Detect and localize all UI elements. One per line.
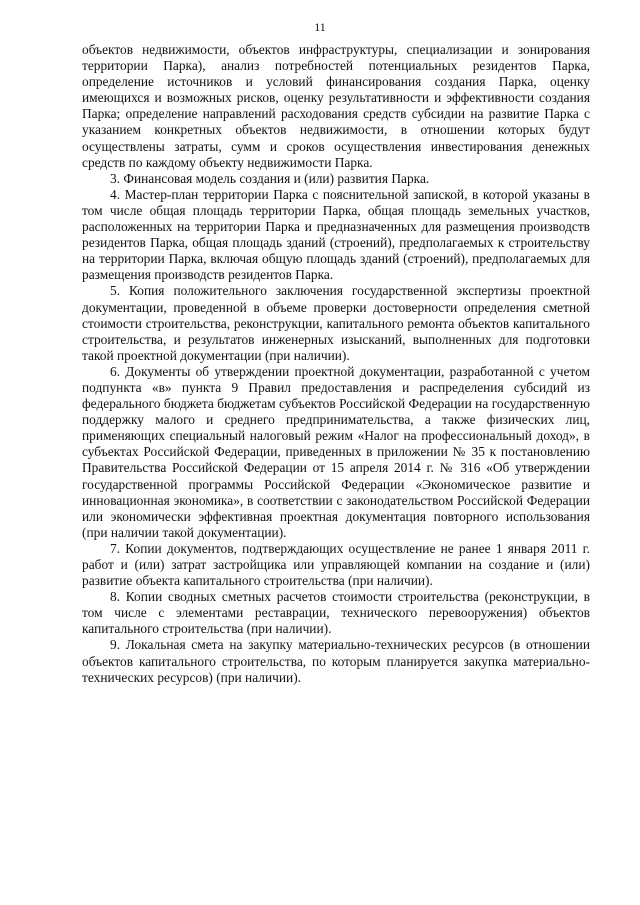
- paragraph-item-7: 7. Копии документов, подтверждающих осуществление не ранее 1 января 2011 г. работ и (или) затрат застройщика или управляющей компании на создание и (или) развитие объекта капитального строительства (при наличии).: [82, 540, 590, 589]
- paragraph-item-5: 5. Копия положительного заключения государственной экспертизы проектной документации, проведенной в объеме проверки достоверности определения сметной стоимости строительства, реконструкции, капитального ремонта объектов капитального строительства, и результатов инженерных изысканий, выполненных для подготовки такой проектной документации (при наличии).: [82, 283, 590, 363]
- paragraph-item-4: 4. Мастер-план территории Парка с пояснительной запиской, в которой указаны в том числе общая площадь территории Парка, общая площадь земельных участков, расположенных на территории Парка и предназначенных для размещения производств резидентов Парка, общая площадь зданий (строений), предполагаемых к строительству на территории Парка, включая общую площадь зданий (строений), предполагаемых для размещения производств резидентов Парка.: [82, 186, 590, 283]
- paragraph-item-8: 8. Копии сводных сметных расчетов стоимости строительства (реконструкции, в том числе с элементами реставрации, технического перевооружения) объектов капитального строительства (при наличии).: [82, 589, 590, 637]
- paragraph-continuation: объектов недвижимости, объектов инфраструктуры, специализации и зонирования территории Парка), анализ потребностей потенциальных резидентов Парка, определение источников и условий финансирования создания Парка, оценку имеющихся и возможных рисков, оценку результативности и эффективности создания Парка; определение направлений расходования средств субсидии на развитие Парка с указанием конкретных объектов недвижимости, в отношении которых будут осуществлены затраты, сумм и сроков осуществления инвестирования денежных средств по каждому объекту недвижимости Парка.: [82, 42, 590, 170]
- paragraph-item-6: 6. Документы об утверждении проектной документации, разработанной с учетом подпункта «в» пункта 9 Правил предоставления и распределения субсидий из федерального бюджета бюджетам субъектов Российской Федерации на государственную поддержку малого и среднего предпринимательства, а также физических лиц, применяющих специальный налоговый режим «Налог на профессиональный доход», в субъектах Российской Федерации, приведенных в приложении № 35 к постановлению Правительства Российской Федерации от 15 апреля 2014 г. № 316 «Об утверждении государственной программы Российской Федерации «Экономическое развитие и инновационная экономика», в соответствии с законодательством Российской Федерации или экономически эффективная проектная документация повторного использования (при наличии такой документации).: [82, 363, 590, 540]
- paragraph-item-3: 3. Финансовая модель создания и (или) развития Парка.: [110, 170, 430, 186]
- page-number: 11: [314, 20, 326, 34]
- document-body: [82, 42, 590, 686]
- paragraph-item-9: 9. Локальная смета на закупку материально-технических ресурсов (в отношении объектов капитального строительства, по которым планируется закупка материально-технических ресурсов) (при наличии).: [82, 637, 590, 685]
